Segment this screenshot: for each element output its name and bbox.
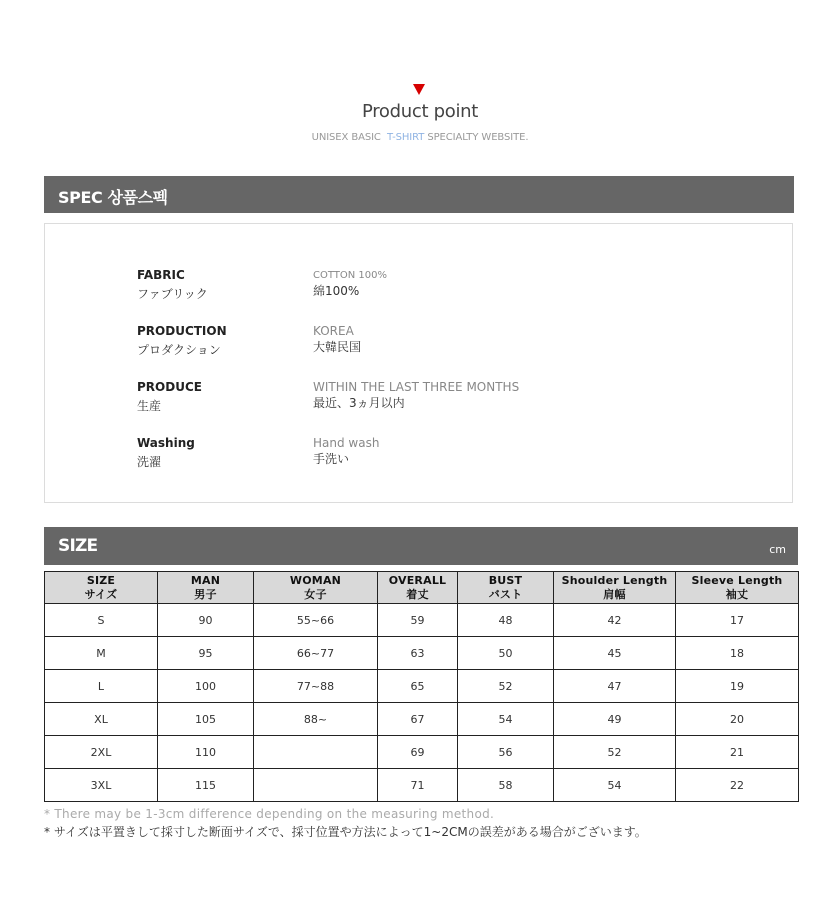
table-cell: 47 bbox=[554, 670, 676, 703]
table-cell: 67 bbox=[378, 703, 458, 736]
column-header: WOMAN 女子 bbox=[254, 572, 378, 604]
spec-value: KOREA bbox=[313, 324, 354, 338]
spec-label-jp: ファブリック bbox=[137, 287, 208, 301]
table-cell: XL bbox=[45, 703, 158, 736]
spec-label-jp: プロダクション bbox=[137, 343, 221, 357]
table-cell: 2XL bbox=[45, 736, 158, 769]
spec-label: FABRIC bbox=[137, 268, 185, 282]
table-cell: 20 bbox=[676, 703, 799, 736]
spec-label-jp: 洗濯 bbox=[137, 455, 162, 469]
table-row bbox=[45, 769, 799, 802]
spec-section-header bbox=[44, 176, 794, 213]
table-cell: 42 bbox=[554, 604, 676, 637]
table-cell: 54 bbox=[554, 769, 676, 802]
table-cell: 54 bbox=[458, 703, 554, 736]
spec-value: COTTON 100% bbox=[313, 270, 388, 281]
subtitle-highlight: T-SHIRT bbox=[387, 132, 425, 143]
table-cell: 50 bbox=[458, 637, 554, 670]
subtitle-pre: UNISEX BASIC bbox=[311, 132, 381, 143]
table-cell: 48 bbox=[458, 604, 554, 637]
table-cell: S bbox=[45, 604, 158, 637]
spec-title: SPEC 상품스펙 bbox=[58, 188, 168, 207]
spec-row-produce bbox=[137, 380, 697, 416]
table-row bbox=[45, 637, 799, 670]
size-section-header bbox=[44, 527, 798, 565]
table-cell: 105 bbox=[158, 703, 254, 736]
table-cell: 18 bbox=[676, 637, 799, 670]
spec-label-jp: 生産 bbox=[137, 399, 162, 413]
table-cell: 45 bbox=[554, 637, 676, 670]
table-cell: 100 bbox=[158, 670, 254, 703]
spec-value-jp: 綿100% bbox=[313, 284, 360, 298]
table-row bbox=[45, 604, 799, 637]
table-cell: 19 bbox=[676, 670, 799, 703]
table-cell: 69 bbox=[378, 736, 458, 769]
table-cell: 3XL bbox=[45, 769, 158, 802]
table-cell: 63 bbox=[378, 637, 458, 670]
table-row bbox=[45, 736, 799, 769]
column-header: Sleeve Length 袖丈 bbox=[676, 572, 799, 604]
column-header: OVERALL 着丈 bbox=[378, 572, 458, 604]
table-cell: 21 bbox=[676, 736, 799, 769]
spec-label: Washing bbox=[137, 436, 195, 450]
table-cell: 110 bbox=[158, 736, 254, 769]
spec-value: WITHIN THE LAST THREE MONTHS bbox=[313, 380, 520, 394]
page-subtitle bbox=[0, 132, 840, 143]
table-cell: 22 bbox=[676, 769, 799, 802]
column-header: BUST バスト bbox=[458, 572, 554, 604]
size-table bbox=[44, 571, 799, 802]
table-cell: 17 bbox=[676, 604, 799, 637]
table-cell: 49 bbox=[554, 703, 676, 736]
size-table-header bbox=[45, 572, 799, 604]
table-cell: 90 bbox=[158, 604, 254, 637]
column-header: MAN 男子 bbox=[158, 572, 254, 604]
table-cell: M bbox=[45, 637, 158, 670]
column-header: SIZE サイズ bbox=[45, 572, 158, 604]
table-cell: 95 bbox=[158, 637, 254, 670]
spec-box bbox=[44, 223, 793, 503]
spec-value-jp: 大韓民国 bbox=[313, 340, 362, 354]
spec-row-production bbox=[137, 324, 697, 360]
table-cell bbox=[254, 736, 378, 769]
table-cell: 52 bbox=[554, 736, 676, 769]
table-cell: 65 bbox=[378, 670, 458, 703]
table-cell: 115 bbox=[158, 769, 254, 802]
spec-label: PRODUCTION bbox=[137, 324, 227, 338]
size-title: SIZE bbox=[58, 536, 98, 556]
spec-row-washing bbox=[137, 436, 697, 472]
table-cell bbox=[254, 769, 378, 802]
spec-value: Hand wash bbox=[313, 436, 380, 450]
table-cell: L bbox=[45, 670, 158, 703]
subtitle-post: SPECIALTY WEBSITE. bbox=[427, 132, 529, 143]
table-cell: 88~ bbox=[254, 703, 378, 736]
table-row bbox=[45, 670, 799, 703]
spec-label: PRODUCE bbox=[137, 380, 202, 394]
page-title: Product point bbox=[361, 101, 479, 122]
table-cell: 59 bbox=[378, 604, 458, 637]
spec-value-jp: 手洗い bbox=[313, 452, 350, 466]
measurement-note-en: * There may be 1-3cm difference depending on the measuring method. bbox=[44, 807, 495, 821]
table-cell: 56 bbox=[458, 736, 554, 769]
table-cell: 77~88 bbox=[254, 670, 378, 703]
table-cell: 55~66 bbox=[254, 604, 378, 637]
measurement-note-jp: * サイズは平置きして採寸した断面サイズで、採寸位置や方法によって1~2CMの誤差がある場合がございます。 bbox=[44, 825, 647, 839]
table-cell: 66~77 bbox=[254, 637, 378, 670]
column-header: Shoulder Length 肩幅 bbox=[554, 572, 676, 604]
spec-row-fabric bbox=[137, 268, 697, 304]
size-unit: cm bbox=[769, 543, 786, 556]
spec-value-jp: 最近、3ヵ月以内 bbox=[313, 396, 405, 410]
table-cell: 52 bbox=[458, 670, 554, 703]
table-cell: 58 bbox=[458, 769, 554, 802]
down-triangle-icon bbox=[413, 84, 425, 95]
table-cell: 71 bbox=[378, 769, 458, 802]
table-row bbox=[45, 703, 799, 736]
